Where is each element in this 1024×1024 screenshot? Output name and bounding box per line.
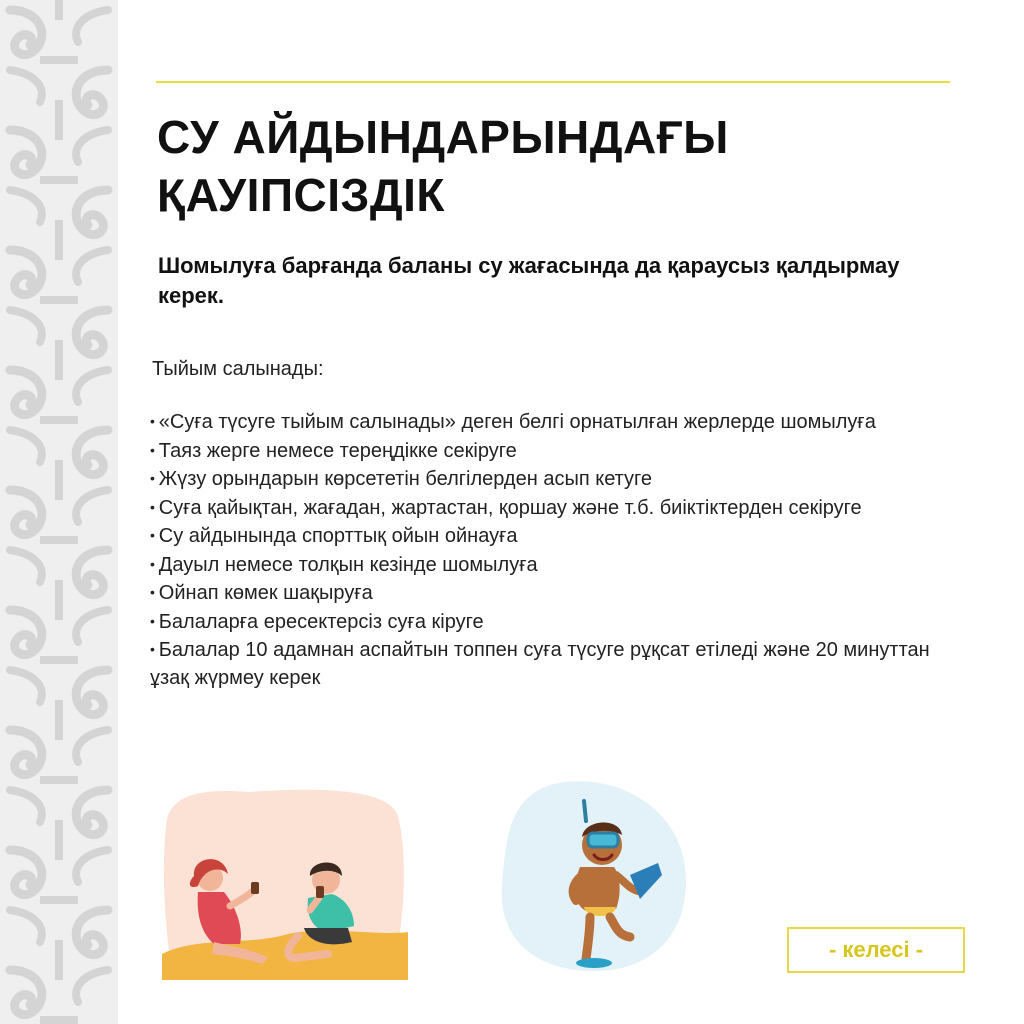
top-accent-line [156, 81, 950, 83]
list-item: • Ойнап көмек шақыруға [150, 579, 950, 608]
list-item: • Таяз жерге немесе тереңдікке секіруге [150, 437, 950, 466]
list-item: • Су айдынында спорттық ойын ойнауға [150, 522, 950, 551]
title-line-1: СУ АЙДЫНДАРЫНДАҒЫ [157, 111, 729, 163]
kids-on-beach-illustration [158, 786, 410, 980]
list-item: • Суға қайықтан, жағадан, жартастан, қоршау және т.б. биіктіктерден секіруге [150, 494, 950, 523]
list-item: • Жүзу орындарын көрсететін белгілерден асып кетуге [150, 465, 950, 494]
list-item: • Дауыл немесе толқын кезінде шомылуға [150, 551, 950, 580]
list-item: • «Суға түсуге тыйым салынады» деген белгі орнатылған жерлерде шомылуға [150, 408, 950, 437]
prohibited-heading: Тыйым салынады: [152, 358, 324, 380]
list-item: • Балаларға ересектерсіз суға кіруге [150, 608, 950, 637]
ornament-pattern [0, 0, 118, 1024]
list-item: • Балалар 10 адамнан аспайтын топпен суға түсуге рұқсат етіледі және 20 минуттан ұзақ жүрмеу керек [150, 636, 950, 692]
ornament-border [0, 0, 118, 1024]
subtitle: Шомылуға барғанда баланы су жағасында да қараусыз қалдырмау керек. [158, 253, 900, 308]
snorkel-boy-illustration [490, 775, 695, 980]
next-button[interactable]: - келесі - [787, 927, 965, 973]
prohibited-list [150, 408, 950, 692]
page-title [157, 108, 729, 224]
title-line-2: ҚАУІПСІЗДІК [157, 169, 445, 221]
